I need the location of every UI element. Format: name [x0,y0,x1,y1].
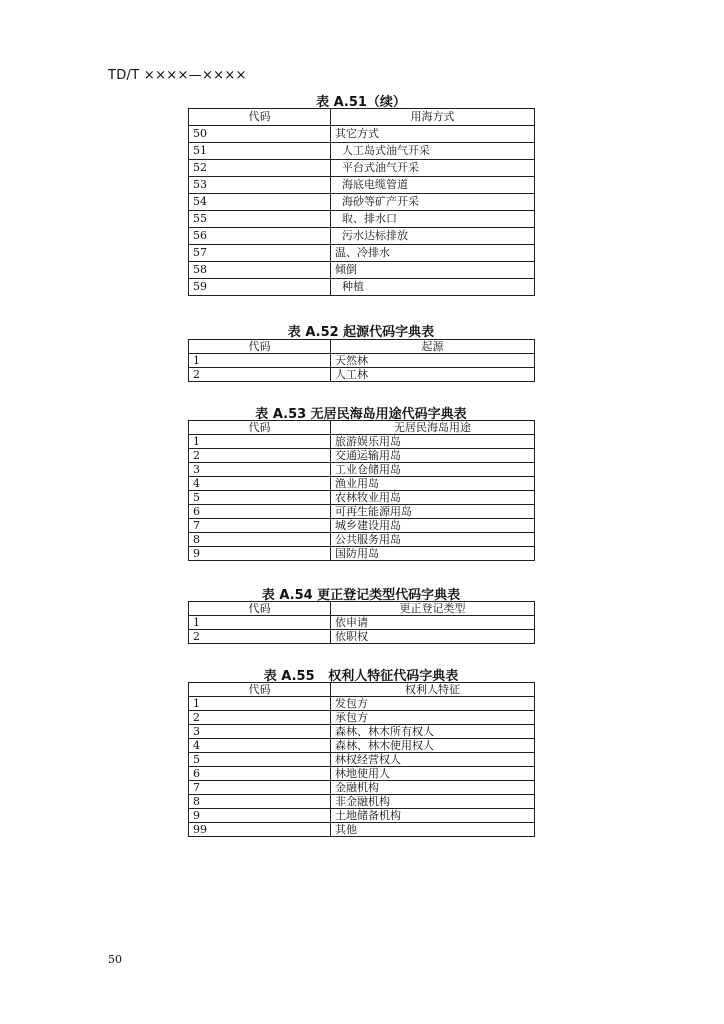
column-header-island-use: 无居民海岛用途 [331,421,535,435]
table-a54 [188,601,535,644]
table-header-row [189,683,535,697]
table-row [189,767,535,781]
code-cell: 50 [189,126,331,143]
value-cell: 林地使用人 [331,767,535,781]
table-row [189,194,535,211]
value-cell: 交通运输用岛 [331,449,535,463]
column-header-holder-feature: 权利人特征 [331,683,535,697]
table-row [189,547,535,561]
value-cell: 其它方式 [331,126,535,143]
code-cell: 1 [189,697,331,711]
code-cell: 4 [189,739,331,753]
page-number: 50 [108,953,122,966]
value-cell: 海底电缆管道 [331,177,535,194]
code-cell: 4 [189,477,331,491]
code-cell: 2 [189,711,331,725]
table-row [189,505,535,519]
value-cell: 其他 [331,823,535,837]
table-a51-caption: 表 A.51（续） [316,95,406,110]
code-cell: 55 [189,211,331,228]
table-a55 [188,682,535,837]
column-header-correction-type: 更正登记类型 [331,602,535,616]
code-cell: 1 [189,354,331,368]
code-cell: 2 [189,368,331,382]
table-header-row [189,340,535,354]
value-cell: 人工岛式油气开采 [331,143,535,160]
table-row [189,630,535,644]
value-cell: 发包方 [331,697,535,711]
table-header-row [189,421,535,435]
column-header-sea-use: 用海方式 [331,109,535,126]
value-cell: 林权经营权人 [331,753,535,767]
table-row [189,354,535,368]
value-cell: 土地储备机构 [331,809,535,823]
table-a54-caption: 表 A.54 更正登记类型代码字典表 [261,588,461,603]
code-cell: 59 [189,279,331,296]
code-cell: 2 [189,449,331,463]
code-cell: 3 [189,463,331,477]
table-a53-caption: 表 A.53 无居民海岛用途代码字典表 [255,407,467,422]
code-cell: 8 [189,533,331,547]
column-header-code: 代码 [189,340,331,354]
value-cell: 温、冷排水 [331,245,535,262]
value-cell: 人工林 [331,368,535,382]
value-cell: 天然林 [331,354,535,368]
code-cell: 5 [189,491,331,505]
value-cell: 海砂等矿产开采 [331,194,535,211]
table-row [189,753,535,767]
code-cell: 51 [189,143,331,160]
table-row [189,228,535,245]
code-cell: 52 [189,160,331,177]
table-row [189,795,535,809]
table-a51 [188,108,535,296]
column-header-code: 代码 [189,602,331,616]
value-cell: 森林、林木使用权人 [331,739,535,753]
code-cell: 99 [189,823,331,837]
column-header-code: 代码 [189,421,331,435]
code-cell: 53 [189,177,331,194]
table-a52 [188,339,535,382]
value-cell: 依申请 [331,616,535,630]
table-row [189,809,535,823]
table-row [189,697,535,711]
value-cell: 农林牧业用岛 [331,491,535,505]
table-row [189,519,535,533]
code-cell: 6 [189,767,331,781]
table-row [189,211,535,228]
table-header-row [189,602,535,616]
code-cell: 54 [189,194,331,211]
table-row [189,823,535,837]
value-cell: 平台式油气开采 [331,160,535,177]
column-header-origin: 起源 [331,340,535,354]
table-row [189,279,535,296]
table-row [189,533,535,547]
table-row [189,616,535,630]
code-cell: 7 [189,519,331,533]
table-row [189,491,535,505]
table-row [189,463,535,477]
column-header-code: 代码 [189,683,331,697]
table-row [189,245,535,262]
value-cell: 污水达标排放 [331,228,535,245]
value-cell: 依职权 [331,630,535,644]
value-cell: 承包方 [331,711,535,725]
table-row [189,435,535,449]
value-cell: 种植 [331,279,535,296]
table-row [189,725,535,739]
code-cell: 5 [189,753,331,767]
code-cell: 2 [189,630,331,644]
value-cell: 公共服务用岛 [331,533,535,547]
code-cell: 7 [189,781,331,795]
value-cell: 倾倒 [331,262,535,279]
column-header-code: 代码 [189,109,331,126]
table-a52-caption: 表 A.52 起源代码字典表 [287,325,435,340]
document-header: TD/T ××××—×××× [108,68,247,83]
code-cell: 8 [189,795,331,809]
code-cell: 57 [189,245,331,262]
table-row [189,449,535,463]
table-header-row [189,109,535,126]
code-cell: 6 [189,505,331,519]
code-cell: 9 [189,547,331,561]
value-cell: 非金融机构 [331,795,535,809]
table-row [189,711,535,725]
value-cell: 国防用岛 [331,547,535,561]
table-row [189,126,535,143]
value-cell: 城乡建设用岛 [331,519,535,533]
table-row [189,368,535,382]
code-cell: 56 [189,228,331,245]
code-cell: 3 [189,725,331,739]
value-cell: 工业仓储用岛 [331,463,535,477]
value-cell: 旅游娱乐用岛 [331,435,535,449]
value-cell: 森林、林木所有权人 [331,725,535,739]
table-a55-caption: 表 A.55 权利人特征代码字典表 [263,669,459,684]
table-row [189,160,535,177]
table-row [189,781,535,795]
value-cell: 取、排水口 [331,211,535,228]
value-cell: 金融机构 [331,781,535,795]
value-cell: 渔业用岛 [331,477,535,491]
table-row [189,143,535,160]
code-cell: 1 [189,435,331,449]
table-row [189,477,535,491]
code-cell: 1 [189,616,331,630]
value-cell: 可再生能源用岛 [331,505,535,519]
table-row [189,177,535,194]
table-row [189,262,535,279]
code-cell: 9 [189,809,331,823]
table-row [189,739,535,753]
code-cell: 58 [189,262,331,279]
table-a53 [188,420,535,561]
